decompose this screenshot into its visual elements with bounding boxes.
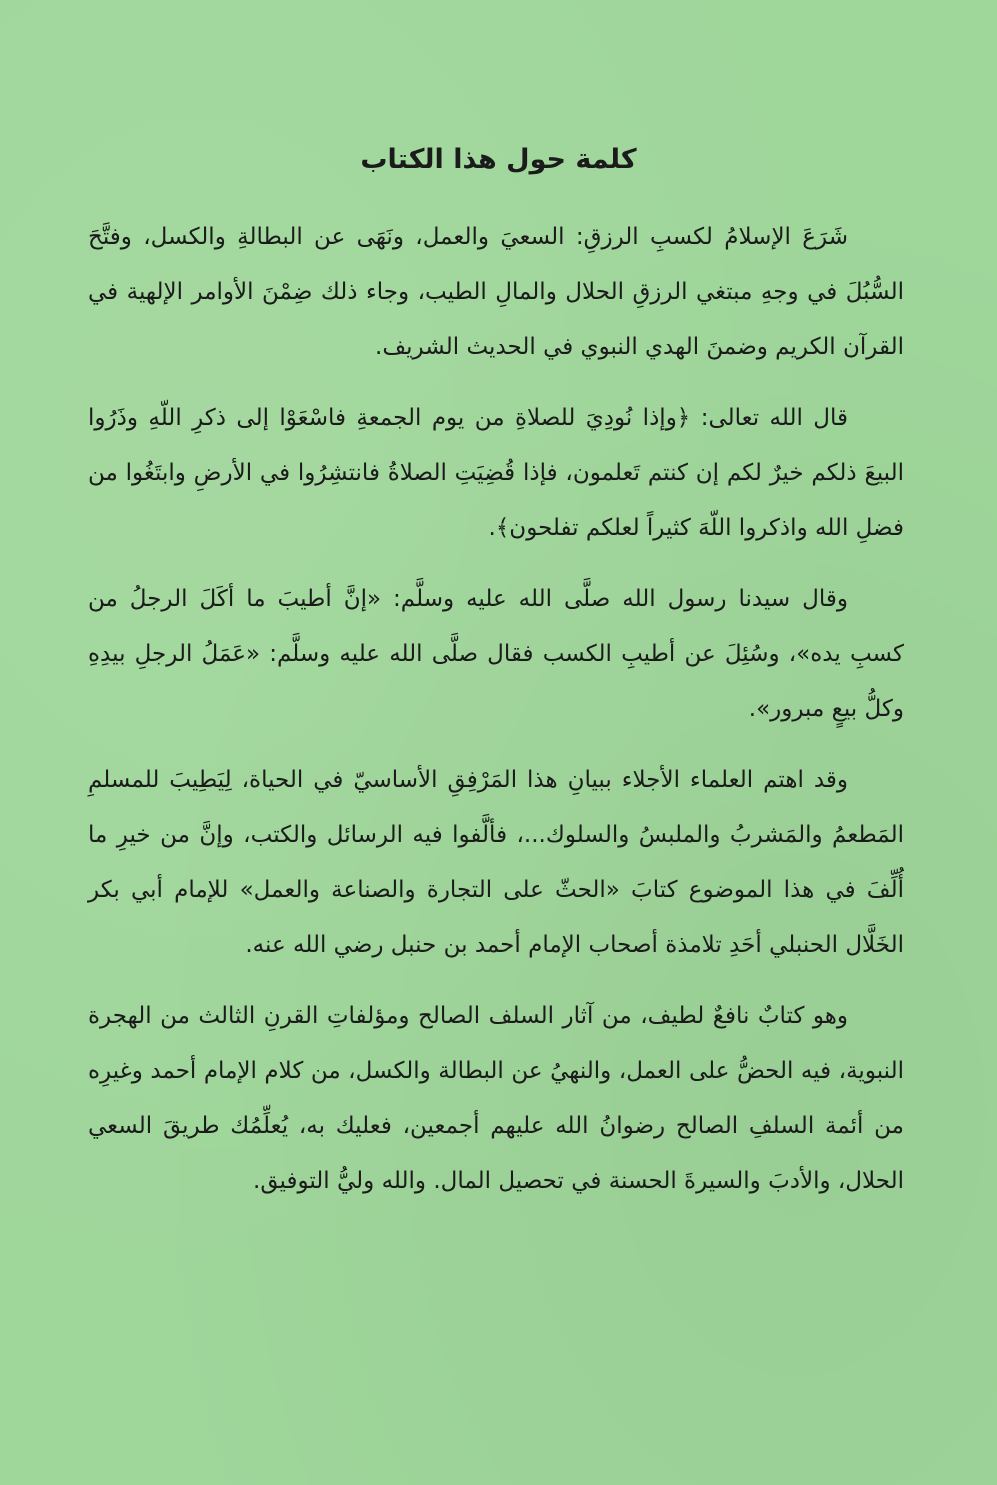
- page-title: كلمة حول هذا الكتاب: [360, 144, 637, 175]
- paragraph-hadith: وقال سيدنا رسول الله صلَّى الله عليه وسلَّم: «إنَّ أطيبَ ما أكَلَ الرجلُ من كسبِ يده»، وسُئِلَ عن أطيبِ الكسب فقال صلَّى الله عليه وسلَّم: «عَمَلُ الرجلِ بيدِهِ وكلُّ بيعٍ مبرور».: [88, 586, 904, 722]
- paragraph-scholars: وقد اهتم العلماء الأجلاء ببيانِ هذا المَرْفِقِ الأساسيّ في الحياة، لِيَطِيبَ للمسلمِ المَطعمُ والمَشربُ والملبسُ والسلوك...، فألَّفوا فيه الرسائل والكتب، وإنَّ من خيرِ ما أُلِّفَ في هذا الموضوع كتابَ «الحثّ على التجارة والصناعة والعمل» للإمام أبي بكر الخَلَّال الحنبلي أحَدِ تلامذة أصحاب الإمام أحمد بن حنبل رضي الله عنه.: [88, 767, 904, 958]
- paragraph-quran-verse: قال الله تعالى: ﴿وإذا نُودِيَ للصلاةِ من يوم الجمعةِ فاسْعَوْا إلى ذكرِ اللّهِ وذَرُوا البيعَ ذلكم خيرٌ لكم إن كنتم تَعلمون، فإذا قُضِيَتِ الصلاةُ فانتشِرُوا في الأرضِ وابتَغُوا من فضلِ الله واذكروا اللّهَ كثيراً لعلكم تفلحون﴾.: [88, 405, 904, 541]
- body-text: [88, 210, 904, 1209]
- paragraph-intro: شَرَعَ الإسلامُ لكسبِ الرزقِ: السعيَ والعمل، ونَهَى عن البطالةِ والكسل، وفتَّحَ السُّبُلَ في وجهِ مبتغي الرزقِ الحلال والمالِ الطيب، وجاء ذلك ضِمْنَ الأوامر الإلهية في القرآن الكريم وضمنَ الهدي النبوي في الحديث الشريف.: [88, 224, 904, 360]
- paragraph-conclusion: وهو كتابٌ نافعٌ لطيف، من آثار السلف الصالح ومؤلفاتِ القرنِ الثالث من الهجرة النبوية، فيه الحضُّ على العمل، والنهيُ عن البطالة والكسل، من كلام الإمام أحمد وغيرِه من أئمة السلفِ الصالح رضوانُ الله عليهم أجمعين، فعليك به، يُعلِّمُك طريقَ السعي الحلال، والأدبَ والسيرةَ الحسنة في تحصيل المال. والله وليُّ التوفيق.: [88, 1003, 904, 1194]
